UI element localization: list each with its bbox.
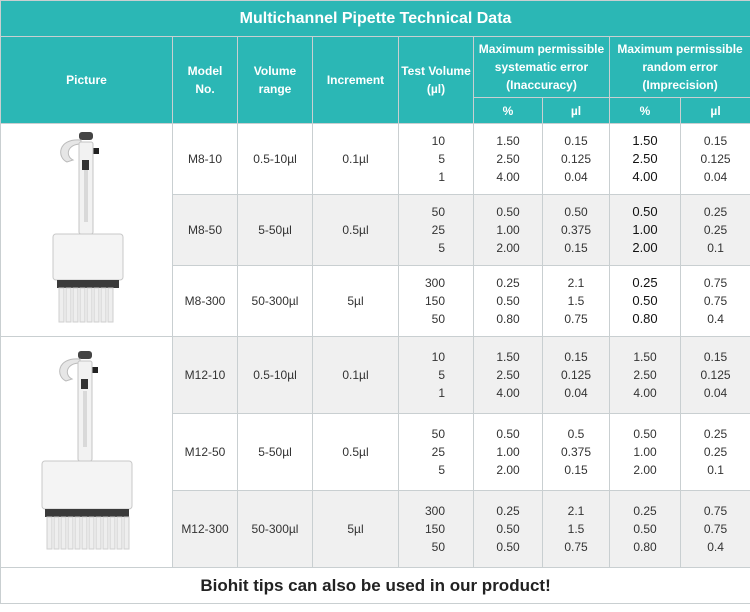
value: 2.1 — [567, 504, 585, 518]
rand-ul-cell — [681, 195, 750, 266]
value: 0.4 — [707, 312, 724, 326]
value: 2.50 — [496, 152, 520, 166]
rand-ul-cell — [681, 124, 750, 195]
test-volume-cell — [399, 195, 474, 266]
increment-cell: 5µl — [313, 266, 399, 337]
value: 4.00 — [496, 386, 520, 400]
value: 0.50 — [633, 427, 657, 441]
value: 0.80 — [632, 311, 658, 326]
sys-ul-cell — [543, 266, 610, 337]
sys-pct-cell — [474, 124, 543, 195]
sys-pct-cell — [474, 491, 543, 568]
pipette-8-channel-image — [1, 124, 173, 337]
value: 0.25 — [703, 223, 728, 237]
value: 5 — [438, 152, 445, 166]
table-title: Multichannel Pipette Technical Data — [1, 1, 750, 37]
model-cell: M8-10 — [173, 124, 238, 195]
value: 0.25 — [632, 275, 658, 290]
value: 0.15 — [703, 134, 728, 148]
value: 0.50 — [632, 293, 658, 308]
value: 5 — [438, 463, 445, 477]
value: 0.125 — [700, 368, 731, 382]
value: 0.125 — [700, 152, 731, 166]
value: 0.375 — [560, 445, 592, 459]
value: 1.50 — [632, 133, 658, 148]
model-cell: M12-50 — [173, 414, 238, 491]
value: 0.1 — [707, 241, 724, 255]
value: 5 — [438, 368, 445, 382]
value: 0.15 — [564, 241, 588, 255]
header-volume-range: Volume range — [238, 37, 313, 124]
value: 2.00 — [496, 463, 520, 477]
value: 50 — [431, 312, 445, 326]
value: 0.80 — [633, 540, 657, 554]
value: 2.50 — [632, 151, 658, 166]
header-random-error: Maximum permissible random error (Imprecision) — [610, 37, 750, 98]
header-row — [1, 37, 750, 98]
increment-cell: 0.5µl — [313, 195, 399, 266]
rand-pct-cell — [610, 195, 681, 266]
value: 1.00 — [632, 222, 658, 237]
model-cell: M8-300 — [173, 266, 238, 337]
value: 2.00 — [632, 240, 658, 255]
rand-pct-cell — [610, 414, 681, 491]
value: 0.15 — [703, 350, 728, 364]
value: 1.00 — [496, 223, 520, 237]
value: 0.25 — [496, 276, 520, 290]
value: 2.00 — [633, 463, 657, 477]
sys-ul-cell — [543, 337, 610, 414]
value: 0.04 — [564, 386, 588, 400]
sys-ul-cell — [543, 491, 610, 568]
value: 0.5 — [567, 427, 585, 441]
value: 2.50 — [633, 368, 657, 382]
pipette-12-channel-image — [1, 337, 173, 568]
header-rand-ul: µl — [681, 98, 750, 124]
value: 50 — [431, 540, 445, 554]
sys-pct-cell — [474, 266, 543, 337]
volume-range-cell: 0.5-10µl — [238, 337, 313, 414]
rand-ul-cell — [681, 491, 750, 568]
sys-ul-cell — [543, 195, 610, 266]
header-systematic-error: Maximum permissible systematic error (Inaccuracy) — [474, 37, 610, 98]
table-title-row — [1, 1, 750, 37]
value: 1.00 — [633, 445, 657, 459]
value: 10 — [431, 134, 445, 148]
value: 0.50 — [496, 522, 520, 536]
header-picture: Picture — [1, 37, 173, 124]
sys-ul-cell — [543, 124, 610, 195]
sys-pct-cell — [474, 414, 543, 491]
footer-note: Biohit tips can also be used in our product! — [1, 568, 750, 604]
value: 0.75 — [703, 504, 728, 518]
value: 0.25 — [496, 504, 520, 518]
value: 1.5 — [567, 522, 585, 536]
header-model: Model No. — [173, 37, 238, 124]
volume-range-cell: 50-300µl — [238, 266, 313, 337]
test-volume-cell — [399, 124, 474, 195]
value: 0.75 — [703, 522, 728, 536]
value: 0.75 — [564, 312, 588, 326]
value: 0.125 — [560, 152, 592, 166]
rand-pct-cell — [610, 337, 681, 414]
value: 2.00 — [496, 241, 520, 255]
increment-cell: 0.1µl — [313, 337, 399, 414]
value: 0.4 — [707, 540, 724, 554]
value: 0.80 — [496, 312, 520, 326]
table-row — [1, 124, 750, 195]
rand-ul-cell — [681, 337, 750, 414]
test-volume-cell — [399, 414, 474, 491]
value: 4.00 — [632, 169, 658, 184]
value: 0.50 — [496, 427, 520, 441]
value: 25 — [431, 223, 445, 237]
header-test-volume: Test Volume (µl) — [399, 37, 474, 124]
volume-range-cell: 5-50µl — [238, 414, 313, 491]
header-increment: Increment — [313, 37, 399, 124]
value: 25 — [431, 445, 445, 459]
value: 50 — [431, 427, 445, 441]
header-sys-pct: % — [474, 98, 543, 124]
volume-range-cell: 50-300µl — [238, 491, 313, 568]
value: 10 — [431, 350, 445, 364]
test-volume-cell — [399, 266, 474, 337]
value: 0.50 — [632, 204, 658, 219]
value: 0.15 — [564, 350, 588, 364]
value: 1 — [438, 170, 445, 184]
sys-ul-cell — [543, 414, 610, 491]
value: 2.1 — [567, 276, 585, 290]
value: 4.00 — [496, 170, 520, 184]
value: 2.50 — [496, 368, 520, 382]
sys-pct-cell — [474, 337, 543, 414]
test-volume-cell — [399, 337, 474, 414]
volume-range-cell: 5-50µl — [238, 195, 313, 266]
value: 0.50 — [496, 540, 520, 554]
value: 0.75 — [703, 276, 728, 290]
value: 0.04 — [703, 170, 728, 184]
value: 0.04 — [703, 386, 728, 400]
value: 0.50 — [496, 294, 520, 308]
value: 0.15 — [564, 134, 588, 148]
value: 300 — [424, 276, 445, 290]
rand-pct-cell — [610, 124, 681, 195]
model-cell: M12-10 — [173, 337, 238, 414]
value: 0.75 — [703, 294, 728, 308]
table-row — [1, 337, 750, 414]
value: 1.50 — [496, 350, 520, 364]
value: 0.1 — [707, 463, 724, 477]
value: 0.25 — [633, 504, 657, 518]
value: 1.00 — [496, 445, 520, 459]
volume-range-cell: 0.5-10µl — [238, 124, 313, 195]
header-sys-ul: µl — [543, 98, 610, 124]
value: 0.125 — [560, 368, 592, 382]
value: 0.375 — [560, 223, 592, 237]
value: 4.00 — [633, 386, 657, 400]
value: 5 — [438, 241, 445, 255]
value: 300 — [424, 504, 445, 518]
model-cell: M12-300 — [173, 491, 238, 568]
rand-pct-cell — [610, 266, 681, 337]
value: 1.5 — [567, 294, 585, 308]
value: 0.50 — [633, 522, 657, 536]
rand-ul-cell — [681, 414, 750, 491]
value: 1.50 — [496, 134, 520, 148]
value: 1.50 — [633, 350, 657, 364]
value: 150 — [424, 522, 445, 536]
rand-pct-cell — [610, 491, 681, 568]
test-volume-cell — [399, 491, 474, 568]
value: 0.50 — [564, 205, 588, 219]
increment-cell: 5µl — [313, 491, 399, 568]
value: 0.25 — [703, 445, 728, 459]
increment-cell: 0.5µl — [313, 414, 399, 491]
value: 0.04 — [564, 170, 588, 184]
value: 0.25 — [703, 205, 728, 219]
header-rand-pct: % — [610, 98, 681, 124]
value: 1 — [438, 386, 445, 400]
value: 50 — [431, 205, 445, 219]
increment-cell: 0.1µl — [313, 124, 399, 195]
value: 0.75 — [564, 540, 588, 554]
value: 150 — [424, 294, 445, 308]
sys-pct-cell — [474, 195, 543, 266]
model-cell: M8-50 — [173, 195, 238, 266]
footer-row — [1, 568, 750, 604]
value: 0.50 — [496, 205, 520, 219]
rand-ul-cell — [681, 266, 750, 337]
value: 0.25 — [703, 427, 728, 441]
value: 0.15 — [564, 463, 588, 477]
